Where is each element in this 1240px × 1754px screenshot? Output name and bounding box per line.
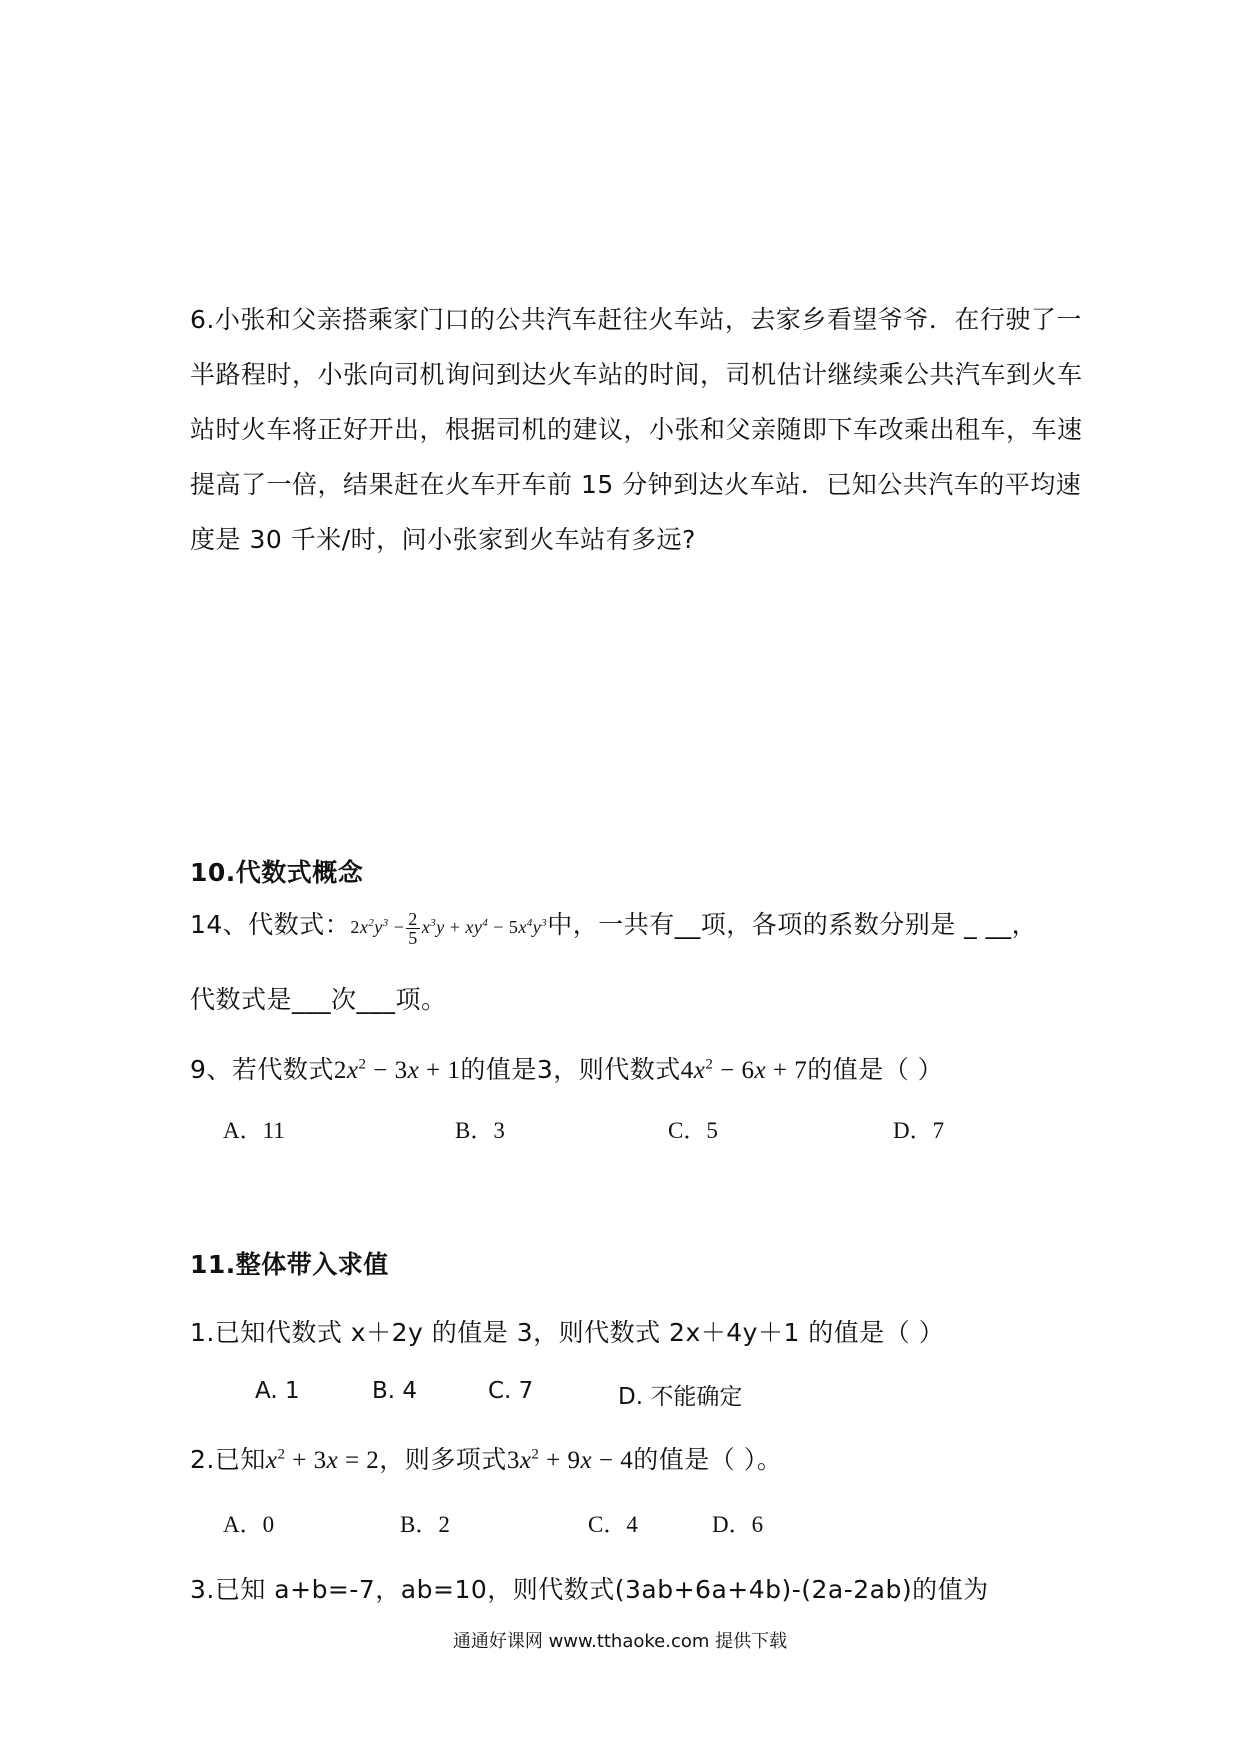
question-14-line-2: 代数式是___次___项。 [190, 985, 447, 1014]
question-14-suffix: 中，一共有__项，各项的系数分别是 _ __， [547, 910, 1038, 939]
problem6-line-4: 提高了一倍，结果赶在火车开车前 15 分钟到达火车站．已知公共汽车的平均速 [190, 470, 1082, 499]
question-1-option-a: A. 1 [255, 1378, 300, 1404]
question-9-expression-1: $2x^2 - 3x + 1$ [333, 1056, 461, 1084]
fraction-two-fifths: $\frac{2}{5}$ [408, 909, 418, 949]
question-9-option-a: A．11 [223, 1118, 285, 1143]
problem6-line-2: 半路程时，小张向司机询问到达火车站的时间，司机估计继续乘公共汽车到火车 [190, 360, 1083, 389]
question-14-prefix: 14、代数式： [190, 910, 351, 939]
question-3: 3.已知 a+b=-7，ab=10，则代数式(3ab+6a+4b)-(2a-2ab)的值为 [190, 1575, 989, 1604]
question-2-expression-2: $3x^2 + 9x - 4$ [506, 1446, 634, 1474]
question-1-option-d: D. 不能确定 [618, 1384, 743, 1410]
question-1-option-c: C. 7 [488, 1378, 534, 1404]
question-14-line-1 [190, 905, 1037, 947]
section11-heading: 11.整体带入求值 [190, 1250, 389, 1279]
question-2-option-a: A．0 [223, 1512, 275, 1537]
question-2-prefix: 2.已知 [190, 1445, 266, 1474]
question-9-suffix: 的值是（ ） [807, 1055, 944, 1084]
question-1-option-b: B. 4 [372, 1378, 418, 1404]
question-14-expression: $2x^2y^3$ − $\frac{2}{5}$ $x^3y + xy^4 - 5x^4y^3$ [350, 909, 548, 949]
problem6-line-5: 度是 30 千米/时，问小张家到火车站有多远? [190, 525, 696, 554]
question-9-option-c: C．5 [668, 1118, 718, 1143]
question-9-expression-2: $4x^2 - 6x + 7$ [680, 1056, 808, 1084]
question-2 [190, 1440, 782, 1476]
question-9-middle: 的值是3，则代数式 [460, 1055, 681, 1084]
question-2-middle: ，则多项式 [379, 1445, 507, 1474]
question-1: 1.已知代数式 x＋2y 的值是 3，则代数式 2x＋4y＋1 的值是（ ） [190, 1318, 945, 1347]
section10-heading: 10.代数式概念 [190, 858, 364, 887]
question-2-option-d: D．6 [712, 1512, 764, 1537]
question-9-option-d: D．7 [893, 1118, 945, 1143]
question-9-prefix: 9、若代数式 [190, 1055, 334, 1084]
question-9-option-b: B．3 [455, 1118, 505, 1143]
question-9 [190, 1050, 943, 1086]
question-2-option-b: B．2 [400, 1512, 450, 1537]
problem6-line-1: 6.小张和父亲搭乘家门口的公共汽车赶往火车站，去家乡看望爷爷．在行驶了一 [190, 305, 1082, 334]
page-footer: 通通好课网 www.tthaoke.com 提供下载 [452, 1631, 788, 1652]
problem6-line-3: 站时火车将正好开出，根据司机的建议，小张和父亲随即下车改乘出租车，车速 [190, 415, 1083, 444]
question-2-expression-1: $x^2 + 3x = 2$ [265, 1446, 380, 1474]
question-2-option-c: C．4 [588, 1512, 638, 1537]
question-2-suffix: 的值是（ ）。 [633, 1445, 783, 1474]
